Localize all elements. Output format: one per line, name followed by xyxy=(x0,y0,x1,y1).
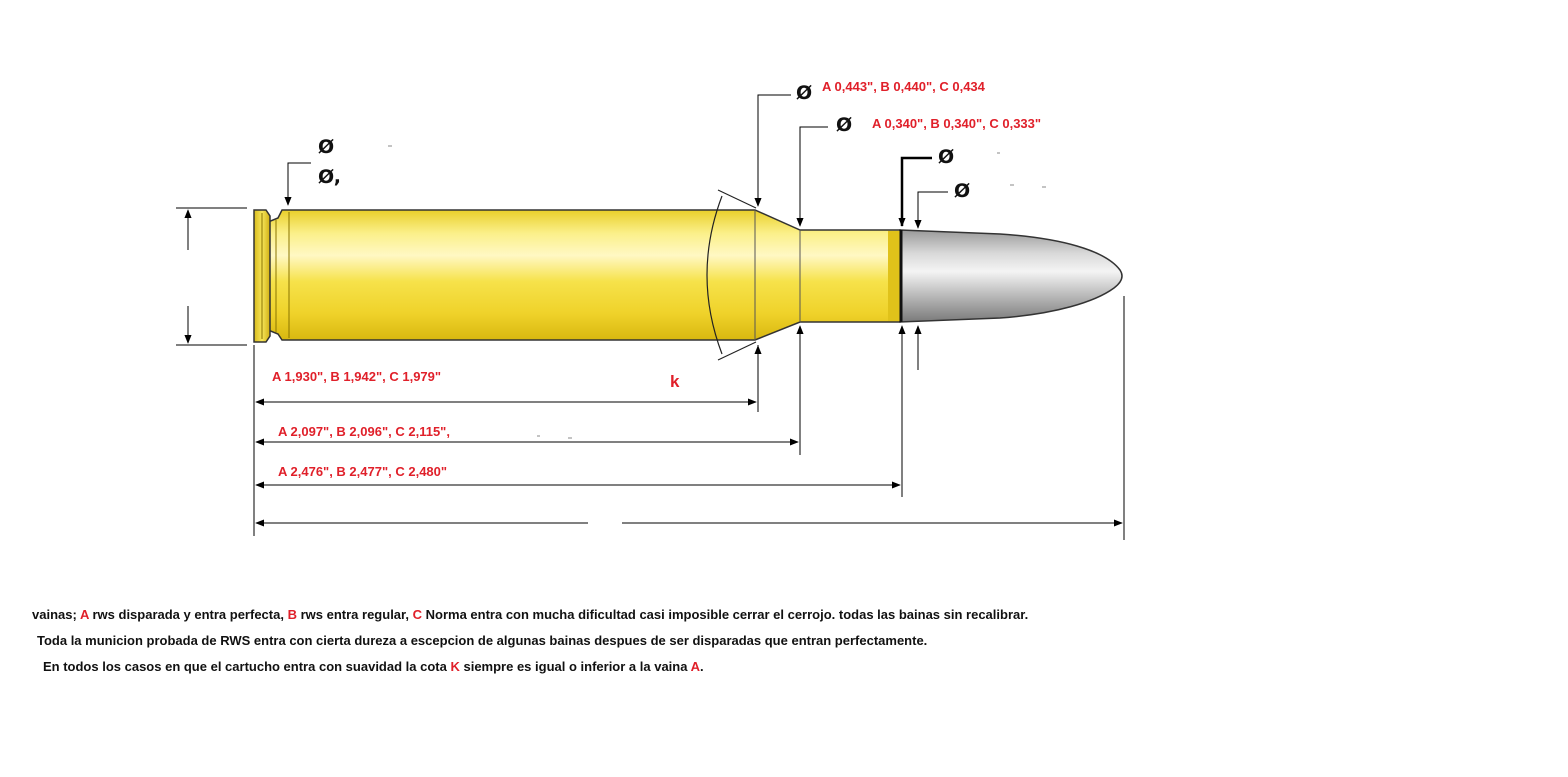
note-3-end: . xyxy=(700,659,704,674)
bullet-diameter-symbol: Ø xyxy=(954,180,971,202)
base-diameter-symbol: Ø, xyxy=(318,166,341,188)
notes-block xyxy=(32,602,1332,680)
case-length-label: A 2,476", B 2,477", C 2,480" xyxy=(278,464,448,479)
shoulder-diameter-symbol: Ø xyxy=(796,82,813,104)
note-line-3 xyxy=(32,654,1332,680)
cartridge-case xyxy=(268,210,900,340)
note-3-middle: siempre es igual o inferior a la vaina xyxy=(463,659,688,674)
note-b-text: rws entra regular, xyxy=(300,607,409,622)
note-a-text: rws disparada y entra perfecta, xyxy=(92,607,284,622)
note-line-2: Toda la municion probada de RWS entra con cierta dureza a escepcion de algunas bainas despues de ser disparadas que entran perfectamente. xyxy=(37,633,928,648)
note-intro: vainas; xyxy=(32,607,77,622)
note-line-1 xyxy=(32,602,1332,628)
shoulder-diameter-label: A 0,443", B 0,440", C 0,434 xyxy=(822,79,985,94)
key-k: K xyxy=(450,659,460,674)
shoulder-length-label: A 1,930", B 1,942", C 1,979" xyxy=(272,369,442,384)
note-c-text: Norma entra con mucha dificultad casi imposible cerrar el cerrojo. todas las bainas sin recalibrar. xyxy=(425,607,1029,622)
key-a: A xyxy=(79,607,89,622)
key-a-ref: A xyxy=(690,659,700,674)
rim-diameter-symbol: Ø xyxy=(318,136,335,158)
mouth-diameter-symbol: Ø xyxy=(938,146,955,168)
neck-diameter-label: A 0,340", B 0,340", C 0,333" xyxy=(872,116,1042,131)
bullet xyxy=(900,230,1122,322)
neck-length-label: A 2,097", B 2,096", C 2,115", xyxy=(278,424,450,439)
neck-diameter-symbol: Ø xyxy=(836,114,853,136)
k-dimension-mark: k xyxy=(670,372,680,391)
note-3-before: En todos los casos en que el cartucho entra con suavidad la cota xyxy=(43,659,447,674)
key-b: B xyxy=(287,607,297,622)
key-c: C xyxy=(412,607,423,622)
